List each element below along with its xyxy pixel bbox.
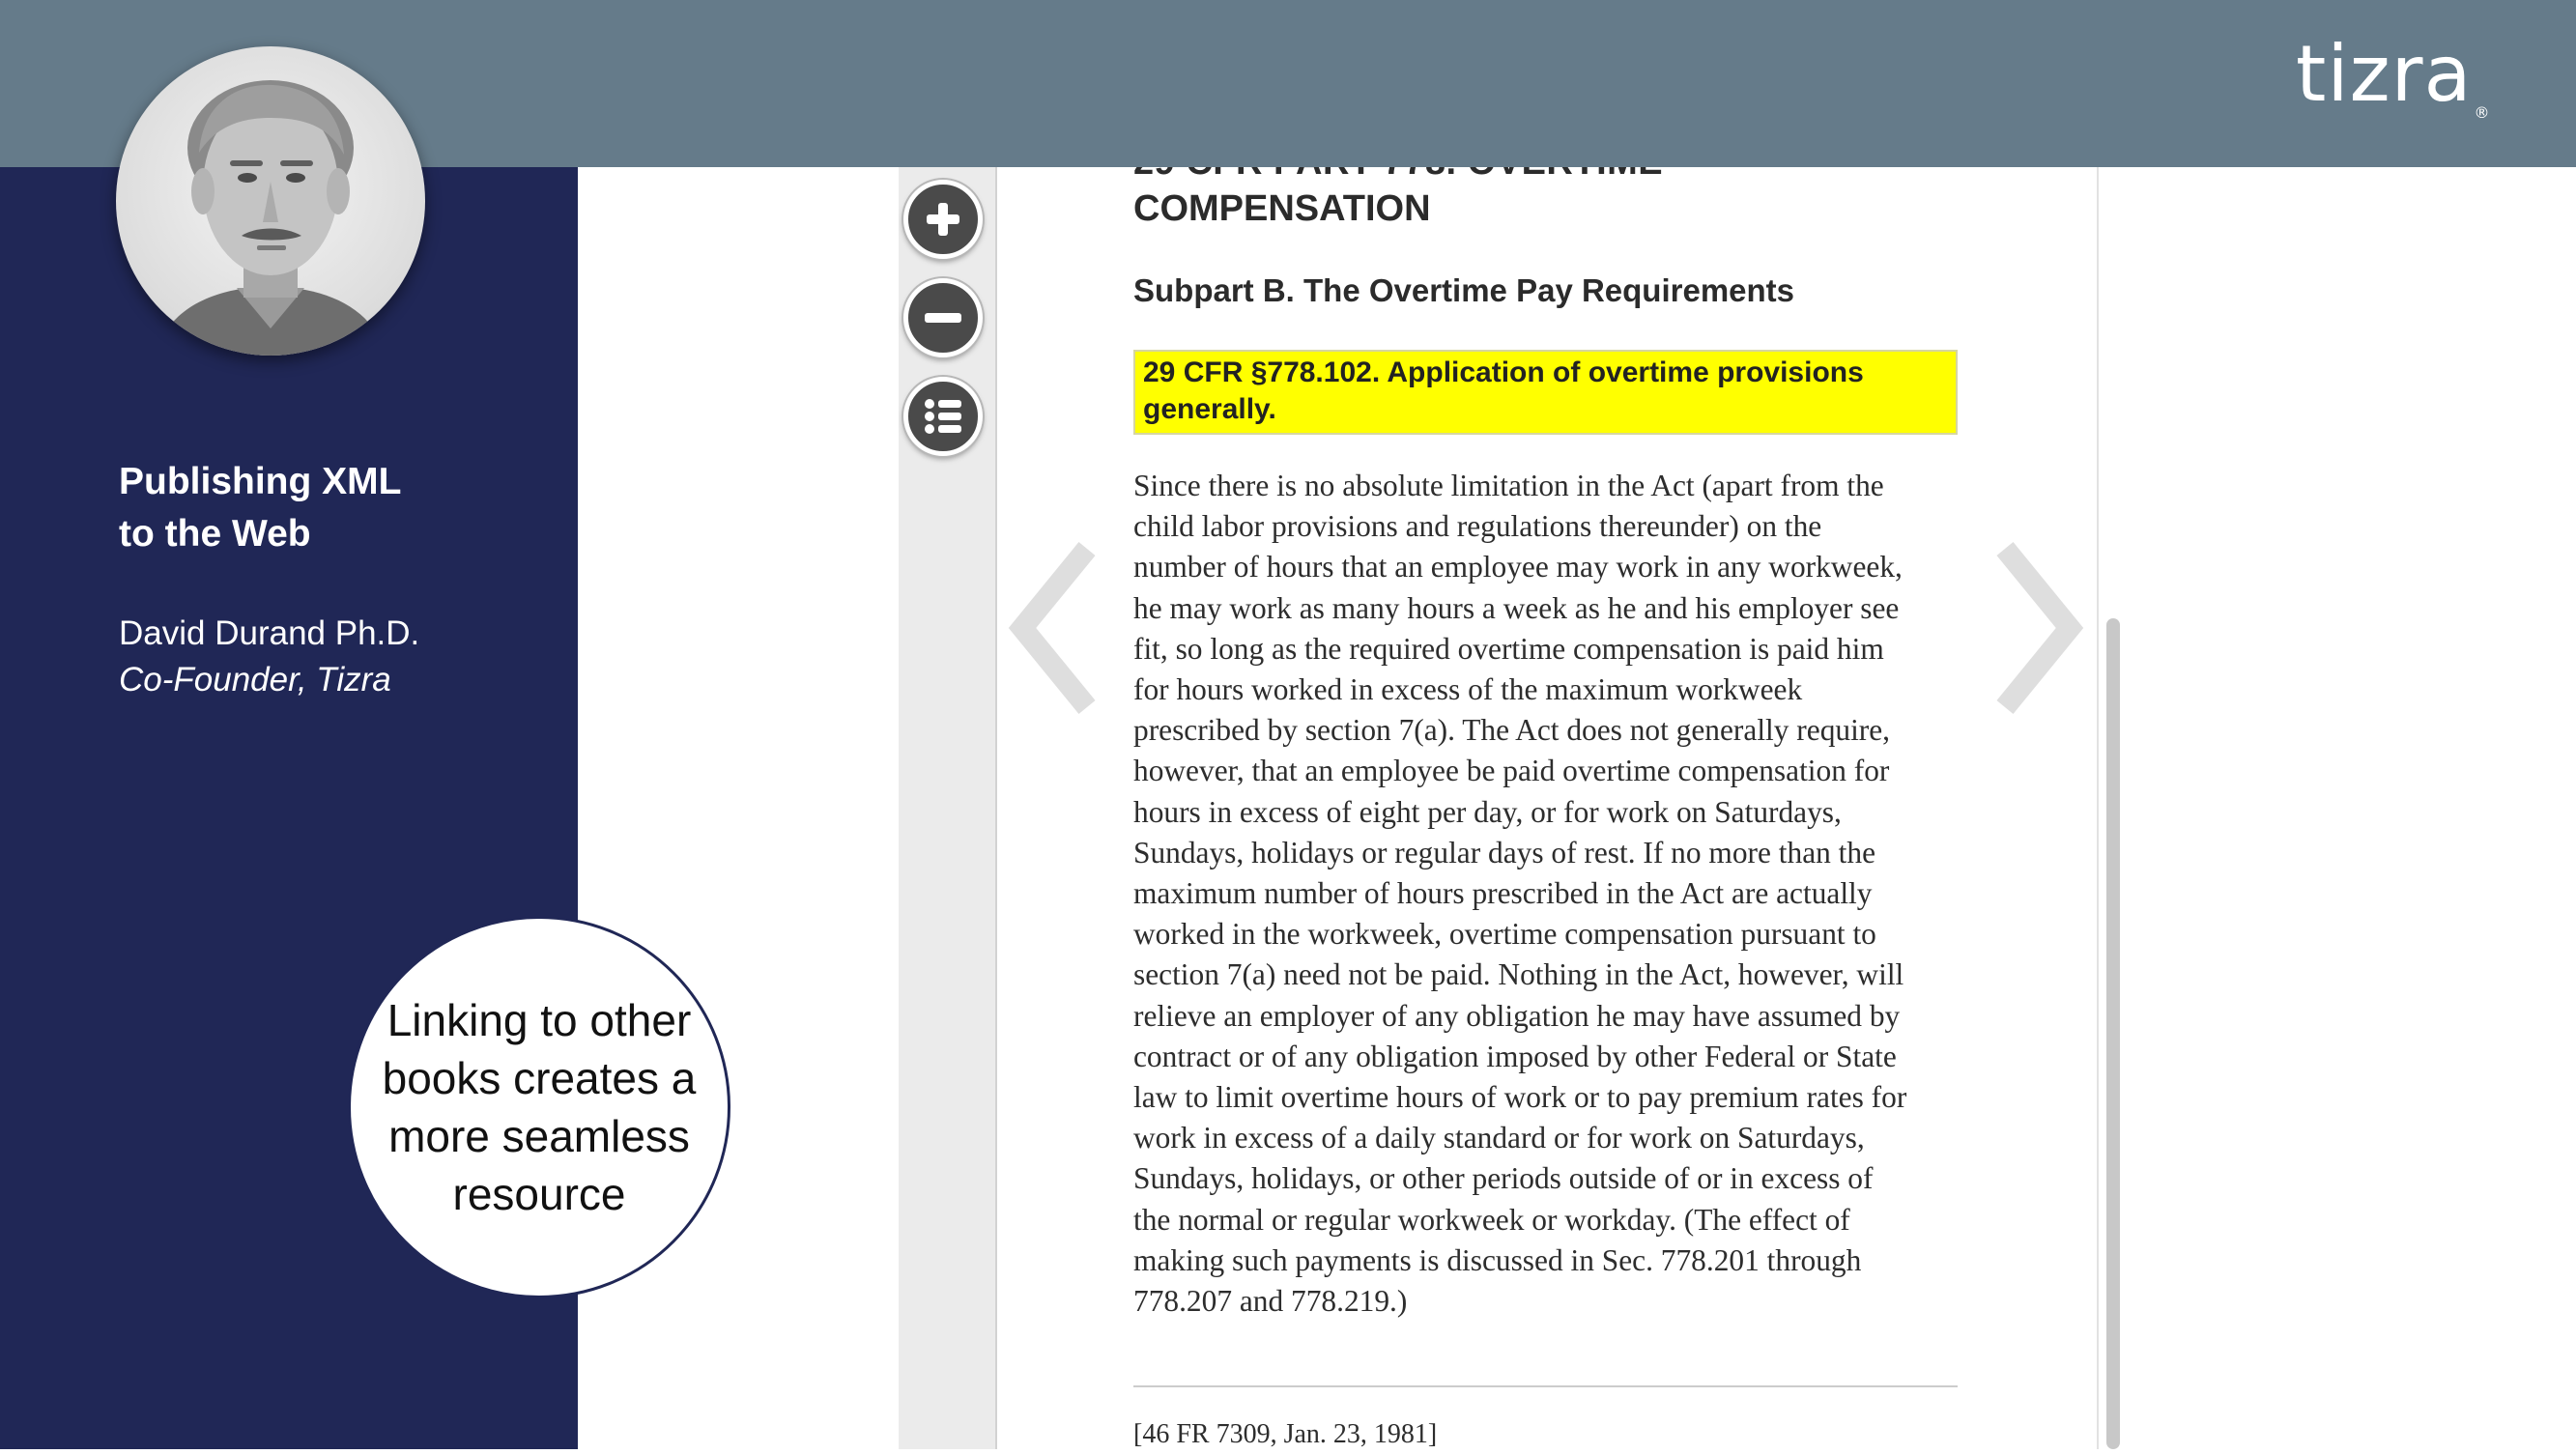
section-heading-highlight	[1133, 350, 1958, 435]
body-line: worked in the workweek, overtime compensation pursuant to	[1133, 917, 1876, 952]
body-line: child labor provisions and regulations thereunder) on the	[1133, 509, 1822, 544]
section-body-text	[1133, 466, 1970, 1322]
registered-mark: ®	[2474, 103, 2491, 122]
logo-text: tizra	[2296, 29, 2473, 119]
speaker-role: Co-Founder, Tizra	[119, 661, 391, 698]
body-line: the normal or regular workweek or workday. (The effect of	[1133, 1202, 1850, 1237]
previous-page-button[interactable]	[1005, 541, 1102, 715]
body-line: fit, so long as the required overtime compensation is paid him	[1133, 631, 1884, 666]
body-line: number of hours that an employee may work in any workweek,	[1133, 550, 1903, 584]
plus-circle-icon	[916, 192, 970, 246]
list-icon	[916, 389, 970, 443]
source-citation: [46 FR 7309, Jan. 23, 1981]	[1133, 1419, 1438, 1449]
zoom-in-button[interactable]	[903, 180, 983, 259]
chevron-left-icon	[1005, 541, 1102, 715]
callout-line: books creates a	[382, 1053, 697, 1103]
talk-title-line-1: Publishing XML	[119, 461, 402, 502]
body-line: contract or of any obligation imposed by other Federal or State	[1133, 1039, 1897, 1073]
body-line: 778.207 and 778.219.)	[1133, 1284, 1408, 1319]
body-line: however, that an employee be paid overtime compensation for	[1133, 754, 1890, 788]
talk-title	[119, 456, 544, 560]
callout-text	[375, 991, 703, 1223]
callout-line: resource	[452, 1169, 626, 1219]
zoom-out-button[interactable]	[903, 278, 983, 357]
speaker-name: David Durand Ph.D.	[119, 614, 420, 652]
body-line: section 7(a) need not be paid. Nothing in the Act, however, will	[1133, 957, 1904, 992]
body-line: work in excess of a daily standard or for work on Saturdays,	[1133, 1121, 1865, 1155]
body-line: hours in excess of eight per day, or for work on Saturdays,	[1133, 794, 1842, 829]
section-heading-line-1: 29 CFR §778.102. Application of overtime provisions	[1143, 356, 1864, 388]
tizra-logo	[2296, 21, 2489, 128]
scrollbar-thumb[interactable]	[2106, 618, 2120, 1449]
callout-line: Linking to other	[386, 995, 692, 1045]
body-line: law to limit overtime hours of work or to pay premium rates for	[1133, 1080, 1907, 1115]
callout-bubble	[348, 916, 730, 1298]
body-line: maximum number of hours prescribed in the Act are actually	[1133, 876, 1873, 911]
footnote-divider	[1133, 1385, 1958, 1387]
table-of-contents-button[interactable]	[903, 377, 983, 456]
callout-line: more seamless	[388, 1111, 690, 1161]
viewer-toolbar	[899, 167, 997, 1449]
talk-title-line-2: to the Web	[119, 513, 311, 555]
body-line: Since there is no absolute limitation in the Act (apart from the	[1133, 469, 1884, 502]
speaker-portrait	[116, 46, 425, 356]
body-line: making such payments is discussed in Sec. 778.201 through	[1133, 1242, 1862, 1277]
minus-circle-icon	[916, 291, 970, 345]
chevron-right-icon	[1990, 541, 2087, 715]
body-line: for hours worked in excess of the maximum workweek	[1133, 672, 1803, 707]
body-line: he may work as many hours a week as he and his employer see	[1133, 590, 1900, 625]
next-page-button[interactable]	[1990, 541, 2087, 715]
body-line: Sundays, holidays, or other periods outside of or in excess of	[1133, 1161, 1874, 1196]
body-line: relieve an employer of any obligation he may have assumed by	[1133, 998, 1901, 1033]
speaker-avatar	[116, 46, 425, 356]
section-heading-line-2: generally.	[1143, 393, 1276, 425]
subpart-heading: Subpart B. The Overtime Pay Requirements	[1133, 272, 1795, 308]
body-line: prescribed by section 7(a). The Act does not generally require,	[1133, 713, 1891, 748]
body-line: Sundays, holidays or regular days of rest. If no more than the	[1133, 835, 1876, 870]
part-heading-continued: COMPENSATION	[1133, 188, 1431, 229]
